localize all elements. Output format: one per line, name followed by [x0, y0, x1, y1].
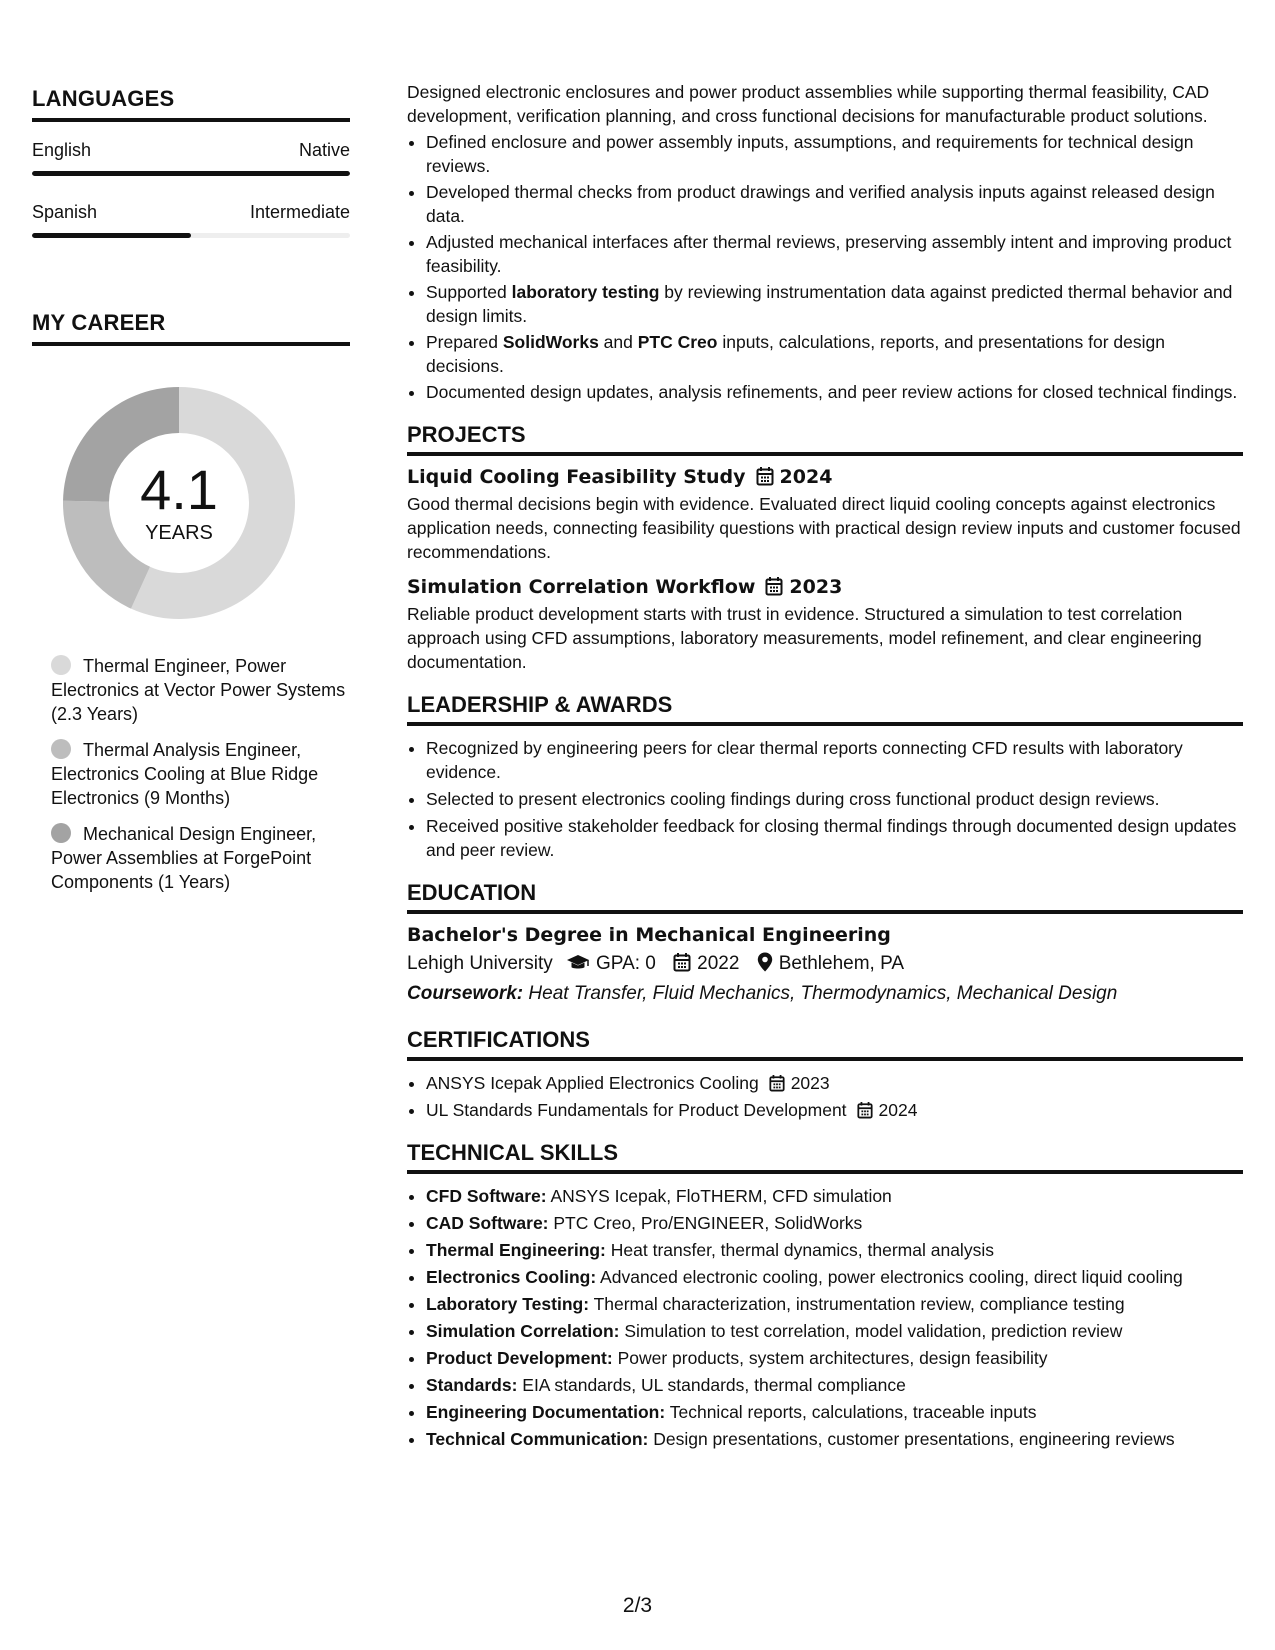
bold-keyword: PTC Creo — [637, 332, 718, 352]
education-location: Bethlehem, PA — [778, 953, 905, 974]
experience-bullet: • Adjusted mechanical interfaces after thermal reviews, preserving assembly intent and improving product feasibility. — [426, 230, 1243, 278]
leadership-item: • Recognized by engineering peers for clear thermal reports connecting CFD results with laboratory evidence. — [426, 736, 1243, 784]
skill-value: Power products, system architectures, design feasibility — [612, 1348, 1048, 1368]
graduation-cap-icon — [566, 954, 590, 972]
calendar-icon — [857, 1101, 873, 1119]
language-level: Intermediate — [249, 202, 350, 222]
skills-heading: TECHNICAL SKILLS — [407, 1140, 1243, 1174]
career-role-text: Thermal Engineer, Power Electronics at Vector Power Systems (2.3 Years) — [51, 656, 346, 724]
project-description: Reliable product development starts with trust in evidence. Structured a simulation to test correlation approach using CFD assumptions, laboratory measurements, model refinement, and clear engineering documentation. — [407, 604, 1202, 672]
project-item — [407, 466, 1243, 564]
page-number: 2/3 — [622, 1594, 653, 1617]
education-degree: Bachelor's Degree in Mechanical Engineering — [407, 924, 891, 946]
language-level: Native — [298, 140, 350, 160]
right-column — [407, 80, 1243, 1454]
skills-list — [407, 1184, 1243, 1451]
leadership-heading: LEADERSHIP & AWARDS — [407, 692, 1243, 726]
calendar-icon — [765, 576, 783, 596]
skill-item — [426, 1265, 1243, 1289]
skill-label: Technical Communication: — [426, 1429, 649, 1449]
education-details — [407, 952, 1243, 975]
skill-item — [426, 1400, 1243, 1424]
skill-label: Engineering Documentation: — [426, 1402, 666, 1422]
skill-label: Product Development: — [426, 1348, 613, 1368]
career-role-text: Mechanical Design Engineer, Power Assemblies at ForgePoint Components (1 Years) — [51, 824, 317, 892]
skill-item — [426, 1238, 1243, 1262]
education-year: 2022 — [697, 953, 740, 974]
project-description: Good thermal decisions begin with evidence. Evaluated direct liquid cooling concepts against electronics application needs, connecting feasibility questions with practical design review inputs and customer focused recommendations. — [407, 494, 1241, 562]
certification-item: • ANSYS Icepak Applied Electronics Cooling 2023 — [426, 1071, 1243, 1095]
skill-value: Technical reports, calculations, traceable inputs — [665, 1402, 1037, 1422]
coursework-list: Heat Transfer, Fluid Mechanics, Thermodynamics, Mechanical Design — [523, 983, 1118, 1004]
location-pin-icon — [757, 952, 773, 972]
certification-item: • UL Standards Fundamentals for Product Development 2024 — [426, 1098, 1243, 1122]
language-name: Spanish — [32, 202, 98, 222]
skill-value: Heat transfer, thermal dynamics, thermal analysis — [605, 1240, 994, 1260]
language-name: English — [32, 140, 92, 160]
leadership-item: • Received positive stakeholder feedback for closing thermal findings through documented design updates and peer review. — [426, 814, 1243, 862]
legend-dot — [51, 739, 71, 759]
bold-keyword: laboratory testing — [511, 282, 660, 302]
legend-dot — [51, 655, 71, 675]
skill-item — [426, 1346, 1243, 1370]
experience-bullet: • Developed thermal checks from product drawings and verified analysis inputs against released design data. — [426, 180, 1243, 228]
career-legend-item — [51, 654, 350, 726]
skill-label: Standards: — [426, 1375, 518, 1395]
career-legend — [32, 654, 350, 894]
language-proficiency-bar — [32, 233, 350, 238]
skill-item — [426, 1211, 1243, 1235]
bold-keyword: SolidWorks — [502, 332, 599, 352]
skill-label: CFD Software: — [426, 1186, 547, 1206]
languages-heading: LANGUAGES — [32, 86, 350, 122]
language-proficiency-fill — [32, 171, 350, 176]
skill-value: Advanced electronic cooling, power electronics cooling, direct liquid cooling — [596, 1267, 1183, 1287]
skill-label: Electronics Cooling: — [426, 1267, 597, 1287]
experience-bullets — [407, 130, 1243, 404]
experience-bullet: • Documented design updates, analysis refinements, and peer review actions for closed technical findings. — [426, 380, 1243, 404]
skill-value: EIA standards, UL standards, thermal compliance — [517, 1375, 906, 1395]
skill-label: Laboratory Testing: — [426, 1294, 590, 1314]
education-school: Lehigh University — [407, 953, 553, 974]
skill-label: Simulation Correlation: — [426, 1321, 620, 1341]
skill-item — [426, 1184, 1243, 1208]
certifications-heading: CERTIFICATIONS — [407, 1027, 1243, 1061]
project-name: Liquid Cooling Feasibility Study — [407, 466, 746, 488]
education-gpa: GPA: 0 — [596, 953, 656, 974]
career-donut-chart — [54, 378, 304, 628]
language-item — [32, 140, 350, 176]
skill-value: Design presentations, customer presentations, engineering reviews — [648, 1429, 1175, 1449]
certifications-list — [407, 1071, 1243, 1122]
language-proficiency-fill — [32, 233, 191, 238]
skill-value: Simulation to test correlation, model validation, prediction review — [619, 1321, 1123, 1341]
skill-item — [426, 1373, 1243, 1397]
education-coursework — [407, 983, 1243, 1005]
skill-value: Thermal characterization, instrumentation review, compliance testing — [589, 1294, 1125, 1314]
skill-item — [426, 1427, 1243, 1451]
skill-label: Thermal Engineering: — [426, 1240, 606, 1260]
skill-item — [426, 1292, 1243, 1316]
project-item — [407, 576, 1243, 674]
calendar-icon — [673, 952, 691, 972]
experience-bullet: • Supported laboratory testing by reviewing instrumentation data against predicted thermal behavior and design limits. — [426, 280, 1243, 328]
project-year: 2023 — [789, 576, 843, 598]
experience-summary: Designed electronic enclosures and power product assemblies while supporting thermal feasibility, CAD development, verification planning, and cross functional decisions for manufacturable product solutions. — [407, 82, 1210, 126]
projects-heading: PROJECTS — [407, 422, 1243, 456]
career-role-text: Thermal Analysis Engineer, Electronics Cooling at Blue Ridge Electronics (9 Months) — [51, 740, 319, 808]
career-total-unit: YEARS — [145, 521, 213, 544]
leadership-list — [407, 736, 1243, 862]
career-legend-item — [51, 822, 350, 894]
skill-value: ANSYS Icepak, FloTHERM, CFD simulation — [546, 1186, 892, 1206]
language-item — [32, 202, 350, 238]
skill-item — [426, 1319, 1243, 1343]
education-heading: EDUCATION — [407, 880, 1243, 914]
language-proficiency-bar — [32, 171, 350, 176]
project-name: Simulation Correlation Workflow — [407, 576, 756, 598]
experience-bullet: • Prepared SolidWorks and PTC Creo inputs, calculations, reports, and presentations for design decisions. — [426, 330, 1243, 378]
skill-value: PTC Creo, Pro/ENGINEER, SolidWorks — [548, 1213, 863, 1233]
career-heading: MY CAREER — [32, 310, 350, 346]
calendar-icon — [769, 1074, 785, 1092]
coursework-label: Coursework: — [407, 983, 524, 1004]
project-year: 2024 — [779, 466, 833, 488]
career-total-years: 4.1 — [140, 457, 218, 521]
left-column — [32, 86, 350, 906]
leadership-item: • Selected to present electronics cooling findings during cross functional product design reviews. — [426, 787, 1243, 811]
career-legend-item — [51, 738, 350, 810]
skill-label: CAD Software: — [426, 1213, 549, 1233]
experience-bullet: • Defined enclosure and power assembly inputs, assumptions, and requirements for technical design reviews. — [426, 130, 1243, 178]
legend-dot — [51, 823, 71, 843]
calendar-icon — [756, 466, 774, 486]
